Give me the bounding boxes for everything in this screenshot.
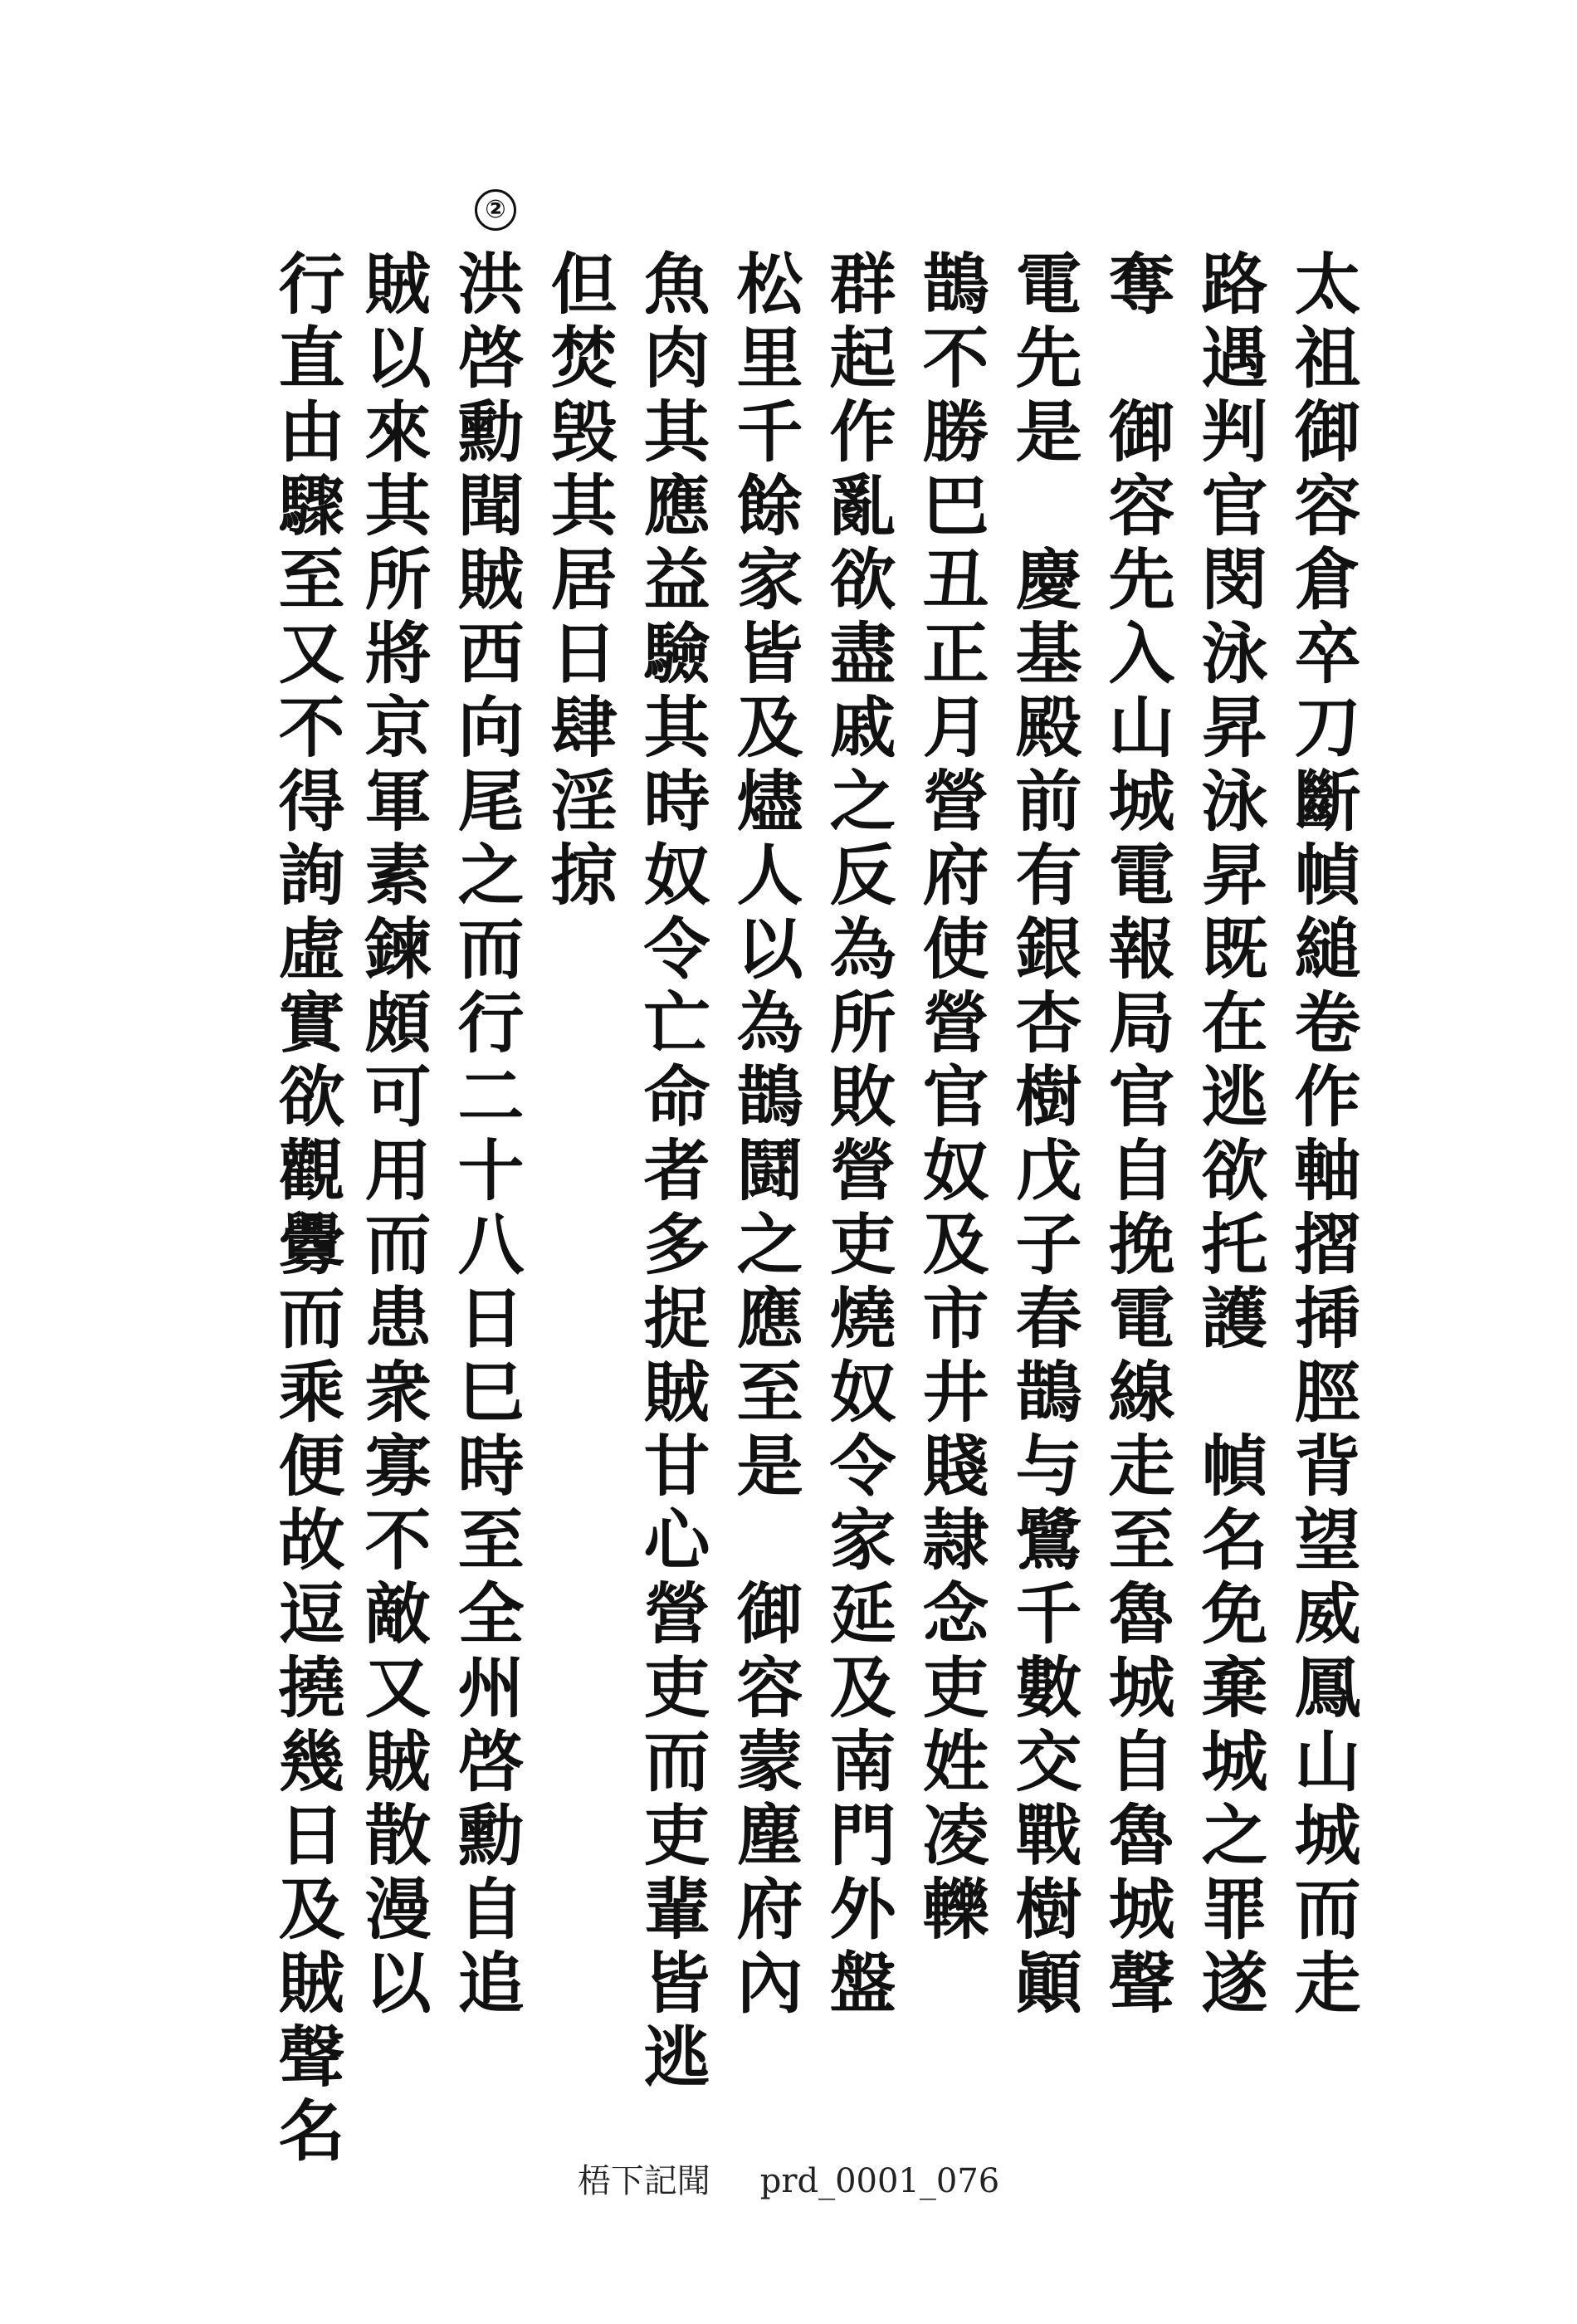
text-column-7: 松里千餘家皆及燼人以為鵲鬪之應至是 御容蒙塵府內 [725, 249, 803, 2022]
text-column-4: 電先是 慶基殿前有銀杏樹戊子春鵲与鷺千數交戰樹顚 [1004, 249, 1081, 2022]
text-column-9: 但焚毁其居日肆淫掠 [540, 249, 617, 914]
page-number-marker: ② [475, 189, 516, 231]
footer-code: prd_0001_076 [759, 2162, 1000, 2200]
text-column-6: 群起作亂欲盡戚之反為所敗營吏燒奴令家延及南門外盤 [818, 249, 896, 2022]
text-column-12: 行直由驟至又不得詢虛實欲觀釁而乘便故逗撓幾日及賊聲名 [267, 249, 344, 2170]
footer-title: 梧下記聞 [577, 2162, 710, 2200]
text-column-2: 路遇判官閔泳昇泳昇既在逃欲托護 幀名免棄城之罪遂 [1190, 249, 1267, 2022]
manuscript-text-block [266, 249, 1361, 2170]
text-column-10: 洪啓勳聞賊西向尾之而行二十八日巳時至全州啓勳自追 [447, 249, 524, 2022]
page-footer [0, 2155, 1577, 2202]
text-column-11: 賊以來其所將京軍素鍊頗可用而患衆寡不敵又賊散漫以 [354, 249, 431, 2022]
text-column-1: 太祖御容倉卒刀斷幀縋卷作軸摺揷脛背望威鳳山城而走 [1283, 249, 1360, 2022]
text-column-3: 奪 御容先入山城電報局官自挽電線走至魯城自魯城聲 [1097, 249, 1174, 2022]
text-column-8: 魚肉其應益驗其時奴令亡命者多捉賊甘心營吏而吏輩皆逃 [632, 249, 710, 2096]
text-column-5: 鵲不勝巴丑正月營府使營官奴及市井賤隷念吏姓凌轢 [911, 249, 989, 1948]
